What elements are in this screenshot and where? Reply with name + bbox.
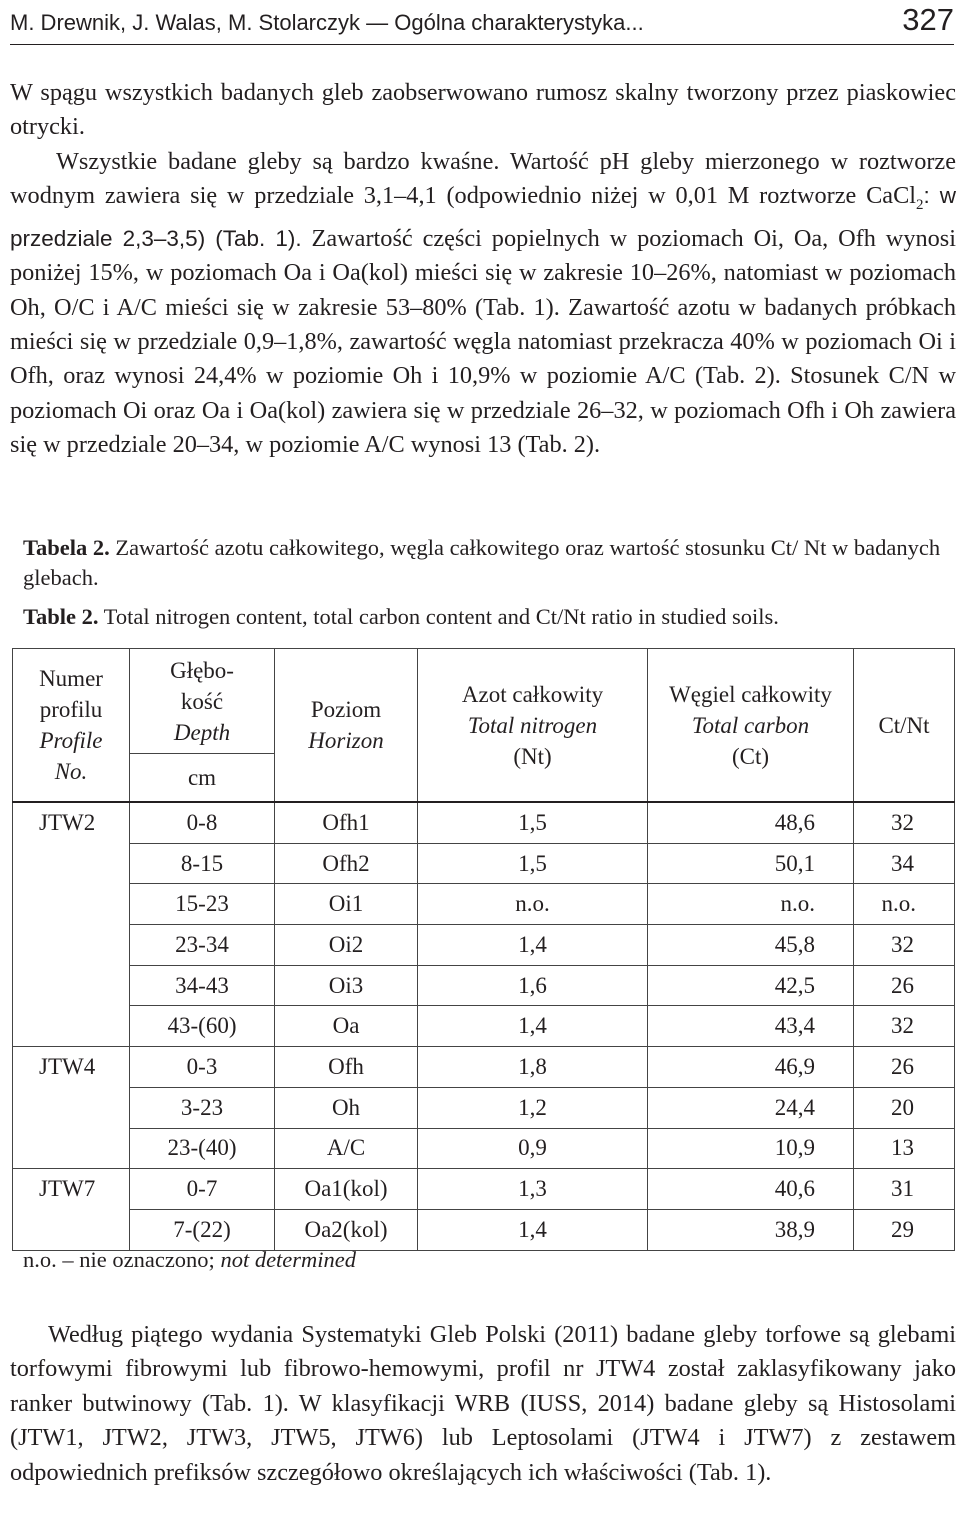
cell-nitrogen: 1,6 [418, 965, 648, 1006]
table-row [13, 925, 955, 966]
table-row [13, 1047, 955, 1088]
running-header [10, 2, 954, 44]
cell-depth: 0-3 [130, 1047, 275, 1088]
header-carbon-abbr: (Ct) [731, 743, 770, 769]
cell-depth: 15-23 [130, 884, 275, 925]
header-nitrogen-en: Total nitrogen [467, 712, 598, 738]
paragraph-text-c: Zawartość części popielnych w poziomach Oi, Oa, Ofh wynosi poniżej 15%, w poziomach Oa i Oa(kol) mieści się w zakresie 10–26%, natomiast w poziomach Oh, O/C i A/C mieści się w zakresie 53–80% (Tab. 1). Zawartość azotu w badanych próbkach mieści się w przedziale 0,9–1,8%, zawartość węgla natomiast przekracza 40% w poziomach Oi i Ofh, oraz wynosi 24,4% w poziomie Oh i 10,9% w poziomie A/C (Tab. 2). Stosunek C/N w poziomach Oi oraz Oa i Oa(kol) zawiera się w przedziale 26–32, w poziomach Ofh i Oh zawiera się w przedziale 20–34, w poziomie A/C wynosi 13 (Tab. 2). [10, 225, 957, 458]
table-row [13, 802, 955, 843]
cell-depth: 0-7 [130, 1169, 275, 1210]
header-depth [130, 649, 275, 803]
cell-ratio: 26 [854, 965, 955, 1006]
header-carbon [648, 649, 854, 803]
cell-profile: JTW7 [13, 1169, 130, 1210]
cell-carbon: 48,6 [648, 802, 854, 843]
cell-ratio: n.o. [854, 884, 955, 925]
cell-horizon: Oi1 [275, 884, 418, 925]
cell-profile [13, 1209, 130, 1250]
cell-carbon: 40,6 [648, 1169, 854, 1210]
cell-profile [13, 843, 130, 884]
header-nitrogen-pl: Azot całkowity [461, 681, 604, 707]
running-title: M. Drewnik, J. Walas, M. Stolarczyk — Ogólna charakterystyka... [10, 10, 644, 35]
page-number: 327 [902, 2, 954, 37]
header-rule [10, 44, 954, 45]
header-depth-pl-1: Głębo- [170, 657, 234, 683]
cell-profile [13, 925, 130, 966]
cell-horizon: Ofh [275, 1047, 418, 1088]
table-row [13, 1087, 955, 1128]
cell-depth: 23-(40) [130, 1128, 275, 1169]
caption-label-pl: Tabela 2. [23, 535, 110, 560]
table-row [13, 843, 955, 884]
cell-ratio: 20 [854, 1087, 955, 1128]
cell-nitrogen: 1,4 [418, 1006, 648, 1047]
cell-nitrogen: 1,2 [418, 1087, 648, 1128]
cell-depth: 0-8 [130, 802, 275, 843]
cell-depth: 34-43 [130, 965, 275, 1006]
data-table [12, 648, 955, 1251]
cell-horizon: Oa [275, 1006, 418, 1047]
header-carbon-en: Total carbon [691, 712, 810, 738]
header-profile-pl-2: profilu [39, 697, 103, 722]
cell-ratio: 31 [854, 1169, 955, 1210]
table-footnote [23, 1247, 356, 1273]
body-text-bottom [10, 1318, 956, 1490]
caption-label-en: Table 2. [23, 604, 99, 629]
footnote-pl: n.o. – nie oznaczono; [23, 1247, 221, 1272]
cell-ratio: 29 [854, 1209, 955, 1250]
cell-nitrogen: 1,3 [418, 1169, 648, 1210]
footnote-en: not determined [220, 1247, 357, 1272]
table-row [13, 965, 955, 1006]
cell-nitrogen: 1,5 [418, 802, 648, 843]
cell-horizon: Oi3 [275, 965, 418, 1006]
header-depth-unit: cm [187, 765, 217, 790]
table-header-row [13, 649, 955, 803]
cell-carbon: 46,9 [648, 1047, 854, 1088]
table-caption-en [23, 602, 953, 632]
cell-horizon: Ofh2 [275, 843, 418, 884]
cell-horizon: A/C [275, 1128, 418, 1169]
cell-profile [13, 1006, 130, 1047]
table-row [13, 884, 955, 925]
cell-horizon: Oa1(kol) [275, 1169, 418, 1210]
subscript: 2 [916, 196, 924, 213]
cell-carbon: 42,5 [648, 965, 854, 1006]
paragraph-properties [10, 145, 956, 463]
table-row [13, 1169, 955, 1210]
cell-profile [13, 1128, 130, 1169]
cell-profile [13, 1087, 130, 1128]
cell-depth: 3-23 [130, 1087, 275, 1128]
cell-ratio: 26 [854, 1047, 955, 1088]
cell-carbon: 24,4 [648, 1087, 854, 1128]
cell-carbon: 38,9 [648, 1209, 854, 1250]
caption-text-en: Total nitrogen content, total carbon content and Ct/Nt ratio in studied soils. [98, 604, 779, 629]
cell-nitrogen: 0,9 [418, 1128, 648, 1169]
header-ratio-label: Ct/Nt [878, 712, 930, 738]
header-nitrogen-abbr: (Nt) [513, 743, 552, 769]
header-ratio [854, 649, 955, 803]
caption-text-pl: Zawartość azotu całkowitego, węgla całkowitego oraz wartość stosunku Ct/ Nt w badanych glebach. [23, 535, 941, 590]
header-profile-en-1: Profile [39, 728, 103, 753]
table-row [13, 1006, 955, 1047]
header-profile [13, 649, 130, 803]
header-profile-pl-1: Numer [39, 666, 103, 691]
cell-carbon: 10,9 [648, 1128, 854, 1169]
cell-nitrogen: n.o. [418, 884, 648, 925]
header-horizon-pl: Poziom [310, 697, 382, 722]
cell-ratio: 32 [854, 1006, 955, 1047]
cell-carbon: 45,8 [648, 925, 854, 966]
paragraph-text-a: Wszystkie badane gleby są bardzo kwaśne. Wartość pH gleby mierzonego w roztworze wodnym zawiera się w przedziale 3,1–4,1 (odpowiednio niżej w 0,01 M roztworze CaCl [10, 147, 956, 209]
cell-nitrogen: 1,5 [418, 843, 648, 884]
cell-depth: 23-34 [130, 925, 275, 966]
cell-carbon: 43,4 [648, 1006, 854, 1047]
cell-horizon: Ofh1 [275, 802, 418, 843]
header-depth-en: Depth [173, 719, 231, 745]
header-depth-top [130, 649, 274, 754]
header-profile-en-2: No. [54, 759, 88, 784]
cell-depth: 7-(22) [130, 1209, 275, 1250]
cell-nitrogen: 1,4 [418, 1209, 648, 1250]
body-text-top [10, 76, 956, 462]
cell-horizon: Oi2 [275, 925, 418, 966]
cell-profile [13, 965, 130, 1006]
cell-nitrogen: 1,8 [418, 1047, 648, 1088]
paragraph-classification: Według piątego wydania Systematyki Gleb Polski (2011) badane gleby torfowe są glebami torfowymi fibrowymi lub fibrowo-hemowymi, profil nr JTW4 został zaklasyfikowany jako ranker butwinowy (Tab. 1). W klasyfikacji WRB (IUSS, 2014) badane gleby są Histosolami (JTW1, JTW2, JTW3, JTW5, JTW6) lub Leptosolami (JTW4 i JTW7) z zestawem odpowiednich prefiksów szczegółowo określających ich właściwości (Tab. 1). [10, 1321, 956, 1486]
cell-carbon: 50,1 [648, 843, 854, 884]
header-horizon-en: Horizon [308, 728, 384, 753]
cell-carbon: n.o. [648, 884, 854, 925]
table-caption-pl [23, 533, 953, 593]
header-depth-pl-2: kość [180, 688, 224, 714]
cell-profile: JTW2 [13, 802, 130, 843]
header-horizon [275, 649, 418, 803]
header-carbon-pl: Węgiel całkowity [669, 681, 832, 707]
cell-ratio: 32 [854, 802, 955, 843]
cell-nitrogen: 1,4 [418, 925, 648, 966]
cell-ratio: 34 [854, 843, 955, 884]
cell-profile [13, 884, 130, 925]
paragraph-substrate: W spągu wszystkich badanych gleb zaobserwowano rumosz skalny tworzony przez piaskowiec otrycki. [10, 79, 956, 141]
cell-horizon: Oh [275, 1087, 418, 1128]
cell-ratio: 32 [854, 925, 955, 966]
cell-horizon: Oa2(kol) [275, 1209, 418, 1250]
cell-depth: 8-15 [130, 843, 275, 884]
table-row [13, 1209, 955, 1250]
cell-profile: JTW4 [13, 1047, 130, 1088]
header-nitrogen [418, 649, 648, 803]
paragraph-text-b: : w przedziale 2,3–3,5) (Tab. 1). [10, 182, 956, 252]
cell-depth: 43-(60) [130, 1006, 275, 1047]
table-row [13, 1128, 955, 1169]
cell-ratio: 13 [854, 1128, 955, 1169]
